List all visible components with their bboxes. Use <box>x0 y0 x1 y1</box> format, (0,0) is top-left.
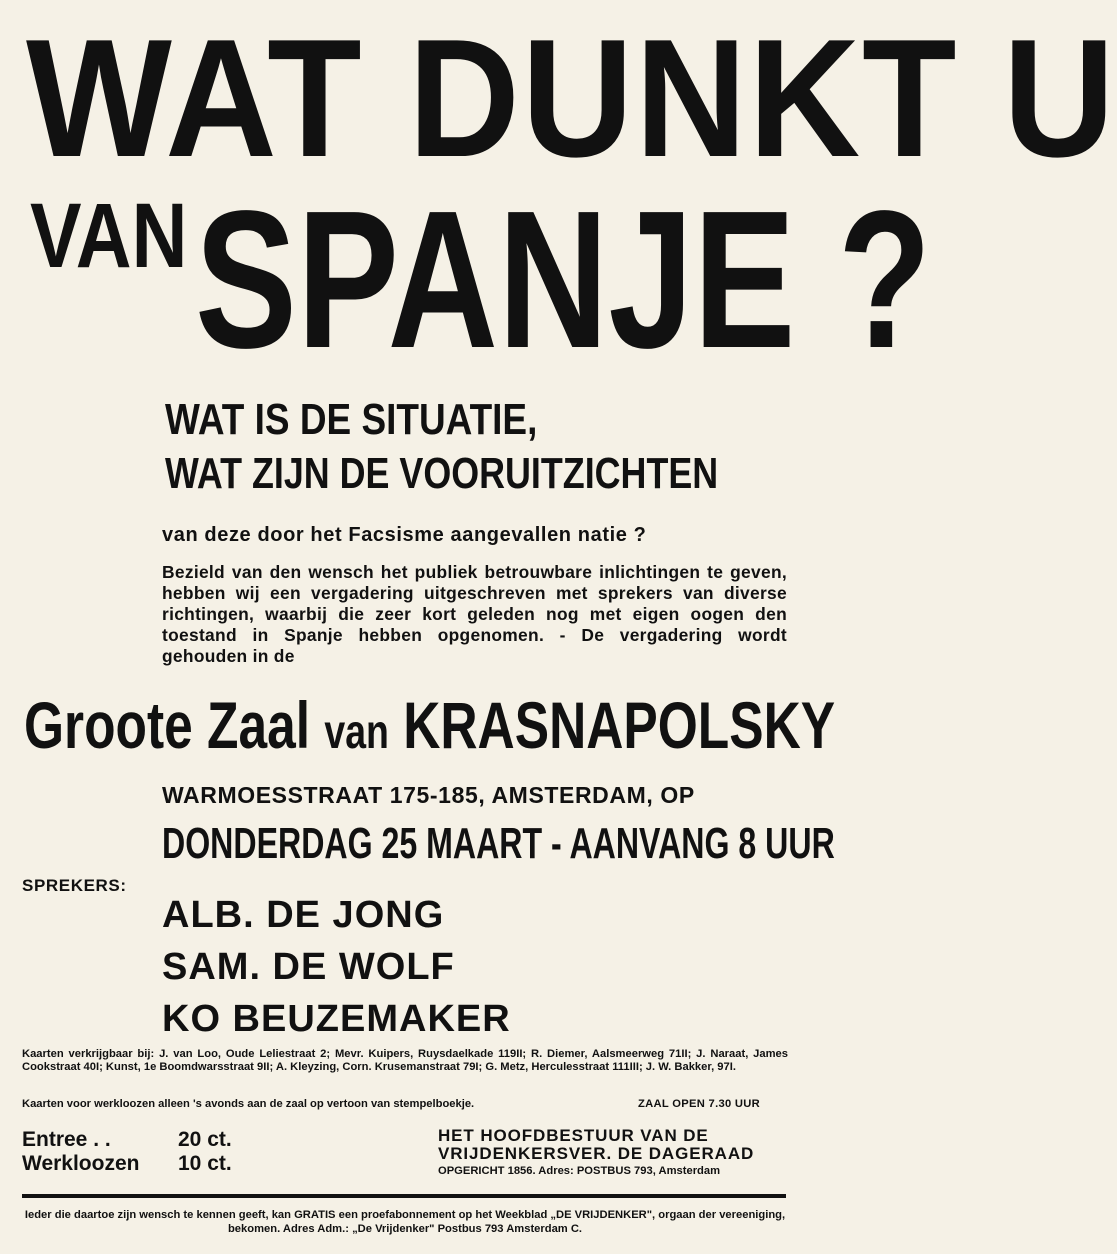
doors-open: ZAAL OPEN 7.30 UUR <box>638 1098 761 1110</box>
organizer-line-2: VRIJDENKERSVER. DE DAGERAAD <box>438 1144 755 1163</box>
headline-spanje: SPANJE ? <box>195 170 932 389</box>
footer-note: Ieder die daartoe zijn wensch te kennen geeft, kan GRATIS een proefabonnement op het Weekblad „DE VRIJDENKER", orgaan der vereeniging, bekomen. Adres Adm.: „De Vrijdenker" Postbus 793 Amsterdam C. <box>24 1209 786 1235</box>
subheading-situatie: WAT IS DE SITUATIE, <box>165 395 538 444</box>
venue-address: WARMOESSTRAAT 175-185, AMSTERDAM, OP <box>162 782 695 808</box>
price-value: 20 ct. <box>178 1128 232 1151</box>
price-row-werkloozen <box>22 1152 232 1176</box>
price-row-entree <box>22 1128 232 1152</box>
venue-krasnapolsky: KRASNAPOLSKY <box>403 688 836 762</box>
price-list <box>22 1128 232 1176</box>
event-date: DONDERDAG 25 MAART - AANVANG 8 UUR <box>162 819 835 868</box>
price-value: 10 ct. <box>178 1152 232 1175</box>
venue-groote-zaal: Groote Zaal <box>24 688 311 762</box>
unemployed-note: Kaarten voor werkloozen alleen 's avonds aan de zaal op vertoon van stempelboekje. <box>22 1098 475 1110</box>
price-label: Werkloozen <box>22 1152 140 1175</box>
organizer-address: OPGERICHT 1856. Adres: POSTBUS 793, Amsterdam <box>438 1165 721 1177</box>
price-label: Entree . . <box>22 1128 111 1151</box>
venue-title <box>24 688 836 762</box>
headline-van: VAN <box>30 185 188 287</box>
speakers-label: SPREKERS: <box>22 876 127 895</box>
headline-wat-dunkt-u: WAT DUNKT U <box>26 4 1117 192</box>
venue-van: van <box>324 706 389 759</box>
ticket-outlets: Kaarten verkrijgbaar bij: J. van Loo, Oude Leliestraat 2; Mevr. Kuipers, Ruysdaelkade 119II; R. Diemer, Aalsmeerweg 71II; J. Naraat, James Cookstraat 40I; Kunst, 1e Boomdwarsstraat 9II; A. Kleyzing, Corn. Krusemanstraat 79I; G. Metz, Herculesstraat 111III; J. W. Bakker, 97I. <box>22 1048 788 1073</box>
divider-rule <box>22 1194 786 1198</box>
speaker-name: ALB. DE JONG <box>162 894 445 936</box>
speaker-name: SAM. DE WOLF <box>162 946 455 988</box>
intro-paragraph: Bezield van den wensch het publiek betrouwbare inlichtingen te geven, hebben wij een vergadering uitgeschreven met sprekers van diverse richtingen, waarbij die zeer kort geleden nog met eigen oogen den toestand in Spanje hebben opgenomen. - De vergadering wordt gehouden in de <box>162 562 787 666</box>
subheading-vooruitzichten: WAT ZIJN DE VOORUITZICHTEN <box>165 449 719 498</box>
speaker-name: KO BEUZEMAKER <box>162 998 511 1040</box>
organizer-line-1: HET HOOFDBESTUUR VAN DE <box>438 1126 709 1145</box>
subheading-natie: van deze door het Facsisme aangevallen natie ? <box>162 524 647 546</box>
